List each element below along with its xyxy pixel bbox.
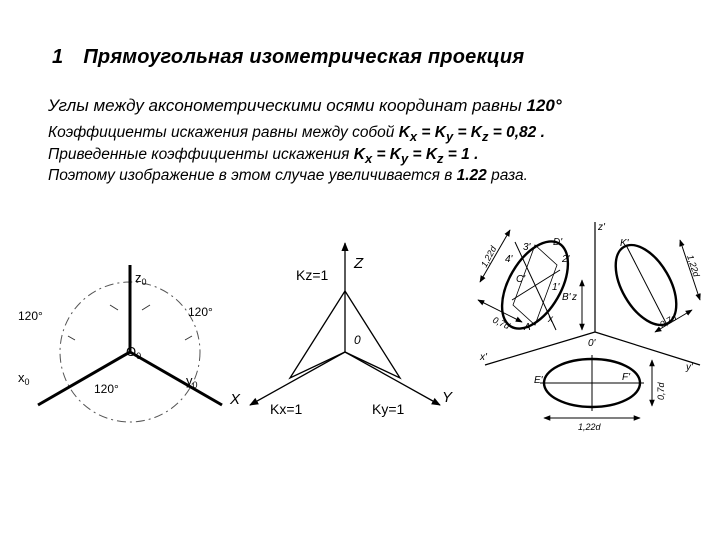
scale-value: 1.22 (456, 167, 487, 184)
point-label: z (572, 292, 577, 303)
o0-label: $O_0$ (126, 344, 142, 361)
z0-label: $z_0$ (135, 270, 147, 287)
title-text: Прямоугольная изометрическая проекция (83, 46, 525, 68)
dim-label-bottom: 1,22d (578, 422, 601, 432)
z-prime-label: z' (598, 222, 605, 233)
kz-label: Kz=1 (296, 267, 329, 283)
y-label: Y (442, 389, 453, 406)
point-label: C' (516, 274, 526, 285)
ellipse-yz-axis (626, 245, 667, 325)
text-span: Углы между аксонометрическими осями координат равны (48, 96, 527, 115)
point-label: K' (620, 238, 629, 249)
x-label: X (230, 391, 241, 408)
point-label: E' (534, 375, 543, 386)
point-label: 3' (523, 242, 531, 253)
dim-label-left: 1,22d (478, 244, 499, 269)
x0-label: $x_0$ (18, 370, 30, 387)
minor-label-bottom: 0,7d (656, 382, 666, 400)
angle-label-right: 120° (188, 305, 213, 319)
origin-prime-label: 0' (588, 338, 596, 349)
minor-label-left: 0,7d (491, 314, 512, 332)
point-label: A' (524, 322, 533, 333)
x-axis (250, 352, 345, 405)
title-number: 1 (52, 46, 64, 68)
formula: $K_x = K_y = K_z = 1$ . (353, 146, 479, 167)
z-label: Z (354, 255, 364, 272)
y-axis (345, 352, 440, 405)
text-span: Поэтому изображение в этом случае увеличивается в (48, 167, 457, 184)
diagram-axes-angles (18, 265, 222, 422)
angle-label-bottom: 120° (94, 382, 119, 396)
text-span: Коэффициенты искажения равны между собой (48, 124, 399, 141)
formula: $K_x = K_y = K_z = 0,82$ . (398, 124, 545, 145)
angle-value: 120° (526, 96, 562, 115)
diagram-isometric-coefficients (229, 243, 453, 417)
angle-label-left: 120° (18, 309, 43, 323)
minor-label-right: 0,7d (658, 312, 679, 330)
y0-label: $y_0$ (186, 373, 198, 390)
text-span: Приведенные коэффициенты искажения (48, 146, 354, 163)
x-prime-label: x' (480, 352, 487, 363)
point-label: x (548, 314, 553, 325)
kx-label: Kx=1 (270, 401, 303, 417)
text-span: раза. (486, 167, 528, 184)
point-label: B' (562, 292, 571, 303)
point-label: 1' (552, 282, 560, 293)
y-prime-label: y' (686, 362, 693, 373)
origin-label: 0 (354, 333, 361, 347)
point-label: F' (622, 372, 631, 383)
ky-label: Ky=1 (372, 401, 405, 417)
dim-label-right: 1,22d (685, 253, 702, 279)
point-label: 2' (562, 254, 570, 265)
point-label: 4' (505, 254, 513, 265)
point-label: D' (553, 237, 563, 248)
y-axis (130, 352, 222, 405)
x-axis (38, 352, 130, 405)
